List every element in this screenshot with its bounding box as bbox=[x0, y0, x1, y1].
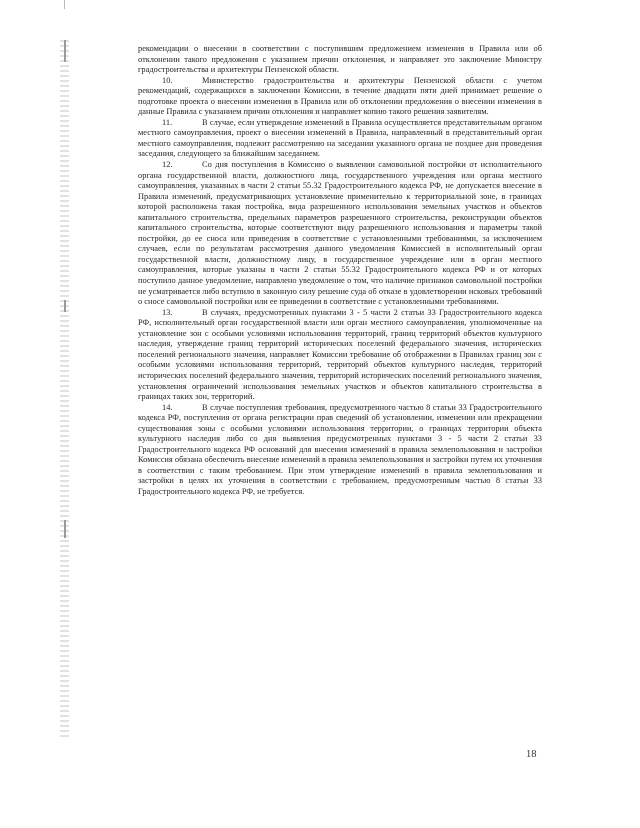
binding-edge-strip bbox=[60, 40, 69, 740]
paragraph-text: Со дня поступления в Комиссию о выявлении самовольной постройки от исполнительного органа государственной власти, должностного лица, государственного учреждения или органа местного самоуправления, указанных в части 2 статьи 55.32 Градостроительного кодекса РФ, не допускается внесение в Правила изменений, предусматривающих установление применительно к территориальной зоне, в границах которой расположена такая постройка, вида разрешенного использования земельных участков и объектов капитального строительства, предельных параметров разрешенного строительства, реконструкции объектов капитального строительства, которые соответствуют виду разрешенного использования и параметры такой постройки, до ее сноса или приведения в соответствие с установленными требованиями, за исключением случаев, если по результатам рассмотрения данного уведомления Комиссией в исполнительный орган государственной власти, должностному лицу, в государственное учреждение или в орган местного самоуправления, которые указаны в части 2 статьи 55.32 Градостроительного кодекса РФ и от которых поступило данное уведомление, направлено уведомление о том, что наличие признаков самовольной постройки не усматривается либо вступило в законную силу решение суда об отказе в удовлетворении исковых требований о сносе самовольной постройки или ее приведении в соответствие с установленными требованиями. bbox=[138, 160, 542, 307]
paragraph-text: В случае, если утверждение изменений в Правила осуществляется представительным органом местного самоуправления, проект о внесении изменений в Правила, направленный в представительный орган местного самоуправления, подлежит рассмотрению на заседании указанного органа не позднее дня проведения заседания, следующего за ближайшим заседанием. bbox=[138, 117, 542, 159]
scan-artifact bbox=[64, 520, 66, 538]
paragraph-12 bbox=[138, 160, 542, 308]
scan-artifact bbox=[64, 300, 66, 312]
paragraph-text: В случаях, предусмотренных пунктами 3 - 5 части 2 статьи 33 Градостроительного кодекса РФ, исполнительный орган государственной власти или орган местного самоуправления, уполномоченные на установление зон с особыми условиями использования территорий, границ территорий объектов культурного наследия, утверждение границ территорий исторических поселений федерального значения, исторических поселений регионального значения, направляет Комиссии требование об отображении в Правилах границ зон с особыми условиями использования территорий, территорий объектов культурного наследия, территорий исторических поселений федерального значения, территорий исторических поселений регионального значения, установления ограничений использования земельных участков и объектов капитального строительства в границах таких зон, территорий. bbox=[138, 307, 542, 402]
paragraph-14 bbox=[138, 403, 542, 498]
document-body bbox=[138, 44, 542, 498]
paragraph-number: 12. bbox=[162, 160, 173, 170]
paragraph-10 bbox=[138, 76, 542, 118]
scan-artifact bbox=[64, 40, 66, 62]
scan-tick-mark bbox=[64, 0, 65, 9]
paragraph-13 bbox=[138, 308, 542, 403]
paragraph-continuation bbox=[138, 44, 542, 76]
paragraph-11 bbox=[138, 118, 542, 160]
paragraph-number: 13. bbox=[162, 307, 173, 317]
paragraph-number: 11. bbox=[162, 117, 173, 127]
page-number: 18 bbox=[526, 749, 537, 760]
paragraph-text: В случае поступления требования, предусмотренного частью 8 статьи 33 Градостроительного кодекса РФ, поступления от органа регистрации прав сведений об установлении, изменении или прекращении существования зоны с особыми условиями использования территории, о границах территории объекта культурного наследия либо со дня выявления предусмотренных пунктами 3 - 5 части 2 статьи 33 Градостроительного кодекса РФ оснований для внесения изменений в правила землепользования и застройки Комиссия обязана обеспечить внесение изменений в правила землепользования и застройки путем их уточнения в соответствии с таким требованием. При этом утверждение изменений в правила землепользования и застройки в целях их уточнения в соответствии с требованием, предусмотренным частью 8 статьи 33 Градостроительного кодекса РФ, не требуется. bbox=[138, 402, 542, 496]
paragraph-text: рекомендации о внесении в соответствии с поступившим предложением изменения в Правила или об отклонении такого предложения с указанием причин отклонения, и направляет это заключение Министру градостроительства и архитектуры Пензенской области. bbox=[138, 44, 542, 75]
paragraph-number: 10. bbox=[162, 75, 173, 85]
paragraph-text: Министерство градостроительства и архитектуры Пензенской области с учетом рекомендаций, содержащихся в заключении Комиссии, в течение двадцати пяти дней принимает решение о подготовке проекта о внесении изменения в Правила или об отклонении предложения о внесении изменения в данные Правила с указанием причин отклонения и направляет копию такого решения заявителям. bbox=[138, 75, 542, 117]
paragraph-number: 14. bbox=[162, 402, 173, 412]
